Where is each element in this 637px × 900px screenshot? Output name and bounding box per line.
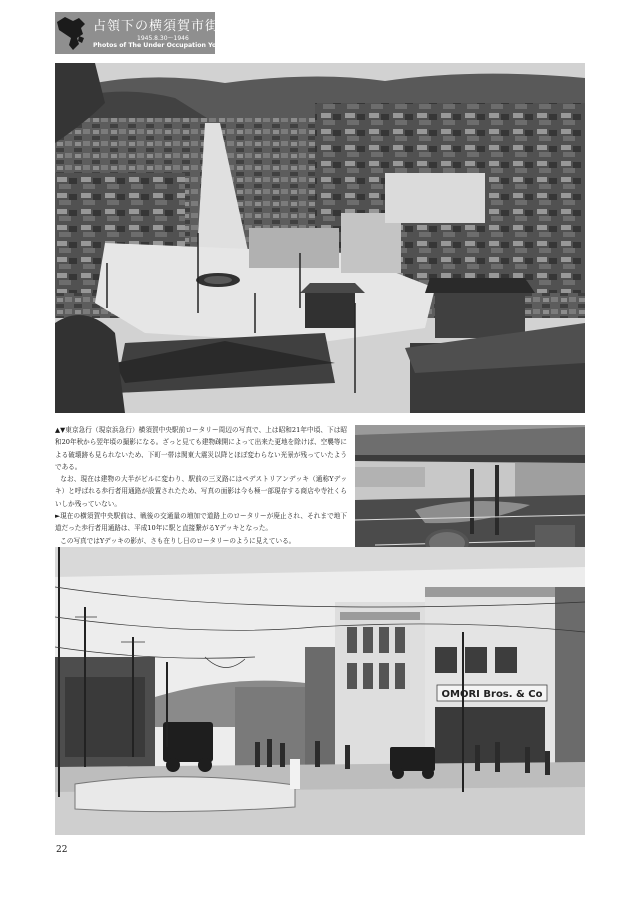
caption-paragraph: ▲▼東京急行（現京浜急行）横須賀中央駅前ロータリー周辺の写真で、上は昭和21年中頃、下は昭和20年秋から翌年頃の撮影になる。ざっと見ても建物疎開によって出来た更地を除けば、空襲等による破壊跡も見られないため、下町一帯は関東大震災以降とほぼ変わらない光景が残っていたようである。: [55, 426, 347, 471]
page-title: 占領下の横須賀市街: [93, 19, 220, 34]
date-range: 1945.8.30～1946: [137, 35, 189, 42]
caption-paragraph: ►現在の横須賀中央駅前は、戦後の交通量の増加で道路上のロータリーが廃止され、それまで地下道だった歩行者用通路は、平成10年に駅と直接繋がるYデッキとなった。: [55, 512, 347, 533]
page-header: [55, 12, 256, 54]
page-number: 22: [56, 845, 68, 855]
map-silhouette-icon: [55, 12, 97, 54]
modern-photo-pedestrian-deck: [355, 425, 585, 557]
english-subtitle: Photos of The Under Occupation Yokosuka city: [93, 42, 256, 49]
shop-sign-text: OMORI Bros. & Co: [441, 689, 543, 700]
photo-caption: [55, 424, 347, 547]
photo-inset-ydeck: [355, 425, 585, 557]
caption-paragraph: この写真ではYデッキの影が、さも在りし日のロータリーのように見えている。: [60, 536, 296, 545]
historic-photo-rotary-aerial-view: [55, 63, 585, 413]
historic-photo-street-corner-jeep: [55, 547, 585, 835]
photo-bottom-street-corner: [55, 547, 585, 835]
photo-top-rotary: [55, 63, 585, 413]
caption-paragraph: なお、現在は建物の大半がビルに変わり、駅前の三叉路にはペデストリアンデッキ（通称Yデッキ）と呼ばれる歩行者用通路が設置されたため、写真の面影は今も極一部現存する商店や寺社くらいしか残っていない。: [55, 475, 347, 508]
